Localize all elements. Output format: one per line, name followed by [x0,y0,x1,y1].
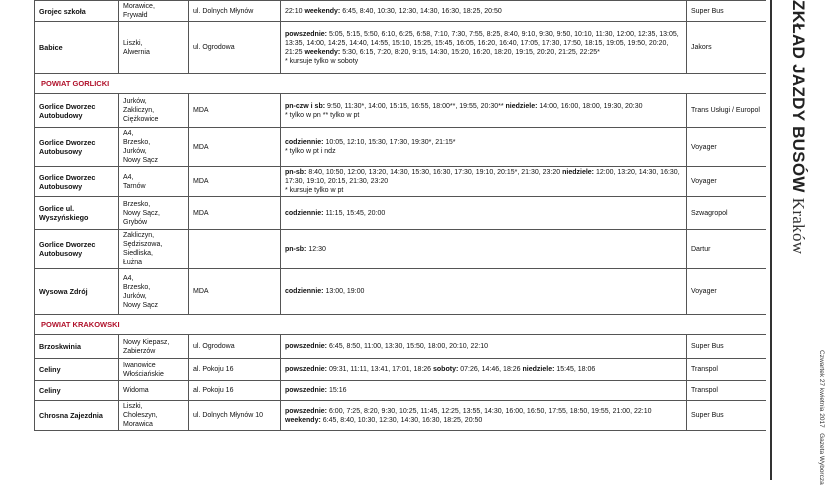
via-stop: Łużna [123,259,143,266]
carrier-cell: Transpol [687,381,767,401]
via-stop: A4, [123,130,134,137]
carrier-cell: Voyager [687,167,767,197]
via-stop: Nowy Kiepasz, [123,338,170,346]
via-cell [119,1,189,22]
times-cell [281,335,687,359]
schedule-label: powszednie: [285,387,328,394]
via-cell [119,359,189,381]
schedule-label: niedziele: [562,169,595,176]
schedule-times: * tylko w pn ** tylko w pt [285,111,360,119]
schedule-label: weekendy: [304,48,341,56]
side-title [784,0,808,255]
via-stop: Tarnów [123,182,146,190]
table-row [35,381,767,401]
table-row [35,269,767,315]
section-header-row [35,74,767,94]
via-stop: Sędziszowa, [123,241,163,248]
side-date: Czwartek 27 kwietnia 2017 [818,350,825,428]
carrier-cell: Super Bus [687,335,767,359]
times-cell [281,359,687,381]
schedule-label: pn-sb: [285,169,307,176]
times-cell [281,1,687,22]
origin-cell: Gorlice ul. Wyszyńskiego [35,197,119,230]
table-row [35,22,767,74]
via-cell [119,22,189,74]
schedule-label: niedziele: [505,102,538,110]
origin-cell: Gorlice Dworzec Autobusowy [35,230,119,269]
carrier-cell: Trans Usługi / Europol [687,94,767,128]
via-cell [119,381,189,401]
via-cell [119,197,189,230]
times-cell [281,401,687,431]
table-row [35,94,767,128]
via-stop: Nowy Sącz [123,157,159,164]
bus-timetable [34,0,766,431]
schedule-label: powszednie: [285,366,328,373]
times-cell [281,381,687,401]
via-cell [119,128,189,167]
via-stop: Jurków, [123,98,147,105]
schedule-times: * tylko w pt i ndz [285,148,336,155]
times-cell [281,167,687,197]
carrier-cell: Dartur [687,230,767,269]
section-header: POWIAT GORLICKI [35,74,767,94]
origin-cell: Celiny [35,381,119,401]
schedule-times: 22:10 [285,7,305,15]
via-stop: Jurków, [123,292,147,300]
carrier-cell: Szwagropol [687,197,767,230]
via-cell [119,94,189,128]
schedule-times: 07:26, 14:46, 18:26 [458,366,523,373]
table-row [35,230,767,269]
stop-cell: MDA [189,128,281,167]
table-row [35,167,767,197]
schedule-times: 6:45, 8:50, 11:00, 13:30, 15:50, 18:00, 20:10, 22:10 [327,343,489,350]
schedule-times: 6:45, 8:40, 10:30, 12:30, 14:30, 16:30, 18:25, 20:50 [340,7,502,15]
side-divider [770,0,772,480]
via-stop: Alwernia [123,48,150,56]
schedule-label: powszednie: [285,30,328,38]
schedule-label: codziennie: [285,139,324,146]
schedule-label: pn-sb: [285,245,307,253]
carrier-cell: Super Bus [687,1,767,22]
via-stop: Morawice, [123,3,155,10]
origin-cell: Gorlice Dworzec Autobusowy [35,128,119,167]
table-row [35,197,767,230]
via-stop: Ciężkowice [123,116,159,123]
schedule-times: 6:00, 7:25, 8:20, 9:30, 10:25, 11:45, 12:25, 13:55, 14:30, 16:00, 16:50, 17:55, 18:50, 19:55, 21:00, 22:10 [327,407,652,415]
table-row [35,335,767,359]
via-cell [119,230,189,269]
stop-cell: ul. Dolnych Młynów 10 [189,401,281,431]
via-cell [119,269,189,315]
carrier-cell: Transpol [687,359,767,381]
via-stop: Brzesko, [123,283,151,291]
schedule-times: 11:15, 15:45, 20:00 [323,209,386,217]
times-cell [281,22,687,74]
via-stop: Zabierzów [123,347,156,355]
via-stop: A4, [123,173,134,181]
via-stop: Nowy Sącz [123,301,159,309]
schedule-label: pn-czw i sb: [285,102,326,110]
side-city: Kraków [789,197,808,255]
via-cell [119,401,189,431]
times-cell [281,128,687,167]
origin-cell: Grojec szkoła [35,1,119,22]
stop-cell: ul. Dolnych Młynów [189,1,281,22]
stop-cell: ul. Ogrodowa [189,335,281,359]
schedule-times: 6:45, 8:40, 10:30, 12:30, 14:30, 16:30, 18:25, 20:50 [320,416,483,424]
via-stop: Choleszyn, [123,412,158,419]
via-cell [119,335,189,359]
schedule-times: 12:00, 13:20, 14:30, 16:30, 17:30, 19:10, 20:15, 21:30, 23:20 [285,169,680,185]
schedule-label: codziennie: [285,209,324,217]
times-cell [281,230,687,269]
table-row [35,1,767,22]
times-cell [281,197,687,230]
carrier-cell: Super Bus [687,401,767,431]
schedule-times: * kursuje tylko w pt [285,187,344,194]
via-stop: Brzesko, [123,139,151,146]
via-stop: Siedliska, [123,250,153,257]
schedule-label: weekendy: [285,416,321,424]
carrier-cell: Voyager [687,128,767,167]
origin-cell: Wysowa Zdrój [35,269,119,315]
origin-cell: Chrosna Zajezdnia [35,401,119,431]
stop-cell: MDA [189,197,281,230]
schedule-times: 10:05, 12:10, 15:30, 17:30, 19:30*, 21:15* [323,139,456,146]
carrier-cell: Jakors [687,22,767,74]
times-cell [281,94,687,128]
via-stop: Morawica [123,421,153,428]
stop-cell [189,230,281,269]
schedule-times: 8:40, 10:50, 12:00, 13:20, 14:30, 15:30, 16:30, 17:30, 19:10, 20:15*, 21:30, 23:20 [306,169,563,176]
via-stop: Włościańskie [123,370,164,378]
schedule-times: 9:50, 11:30*, 14:00, 15:15, 16:55, 18:00**, 19:55, 20:30** [325,102,506,110]
via-stop: Brzesko, [123,200,151,208]
schedule-times: 5:30, 6:15, 7:20, 8:20, 9:15, 14:30, 15:20, 16:20, 18:20, 19:15, 20:20, 21:25, 22:25* [340,48,600,56]
times-cell [281,269,687,315]
schedule-label: codziennie: [285,288,324,295]
table-row [35,128,767,167]
via-cell [119,167,189,197]
origin-cell: Brzoskwinia [35,335,119,359]
section-header: POWIAT KRAKOWSKI [35,315,767,335]
schedule-times: 15:45, 18:06 [554,366,596,373]
section-header-row [35,315,767,335]
via-stop: A4, [123,274,134,282]
stop-cell: ul. Ogrodowa [189,22,281,74]
stop-cell: MDA [189,167,281,197]
schedule-label: weekendy: [304,7,341,15]
via-stop: Widoma [123,387,149,394]
schedule-times: 12:30 [306,245,326,253]
via-stop: Frywałd [123,12,148,19]
timetable-body [35,1,767,431]
side-publication: Gazeta Wyborcza [818,433,825,485]
stop-cell: al. Pokoju 16 [189,359,281,381]
schedule-label: powszednie: [285,407,328,415]
via-stop: Liszki, [123,39,143,47]
schedule-label: niedziele: [522,366,555,373]
via-stop: Zakliczyn, [123,107,155,114]
via-stop: Zakliczyn, [123,232,155,239]
via-stop: Nowy Sącz, [123,209,160,217]
via-stop: Iwanowice [123,361,156,369]
via-stop: Grybów [123,218,148,226]
origin-cell: Celiny [35,359,119,381]
schedule-times: * kursuje tylko w soboty [285,57,359,65]
schedule-times: 5:05, 5:15, 5:50, 6:10, 6:25, 6:58, 7:10, 7:30, 7:55, 8:25, 8:40, 9:10, 9:30, 9:50, 10:10, 11:30, 12:00, 12:35, 13:05, 13:35, 14:00, 14:25, 14:40, 14:55, 15:10, 15:25, 15:45, 16:05, 16:20, 16:40, 17:05, 17:30, 17:50, 18:15, 19:05, 19:50, 20:20, 21:25 [285,30,679,56]
stop-cell: MDA [189,94,281,128]
timetable-page [34,0,766,480]
table-row [35,359,767,381]
schedule-times: 14:00, 16:00, 18:00, 19:30, 20:30 [537,102,643,110]
side-meta [813,350,825,485]
schedule-times: 15:16 [327,387,347,394]
schedule-label: powszednie: [285,343,328,350]
schedule-label: soboty: [433,366,459,373]
side-title-text: ZKŁAD JAZDY BUSÓW [789,0,808,193]
origin-cell: Gorlice Dworzec Autobusowy [35,167,119,197]
origin-cell: Babice [35,22,119,74]
carrier-cell: Voyager [687,269,767,315]
stop-cell: al. Pokoju 16 [189,381,281,401]
origin-cell: Gorlice Dworzec Autobudowy [35,94,119,128]
schedule-times: 09:31, 11:11, 13:41, 17:01, 18:26 [327,366,434,373]
via-stop: Liszki, [123,403,143,410]
schedule-times: 13:00, 19:00 [323,288,365,295]
stop-cell: MDA [189,269,281,315]
table-row [35,401,767,431]
via-stop: Jurków, [123,148,147,155]
